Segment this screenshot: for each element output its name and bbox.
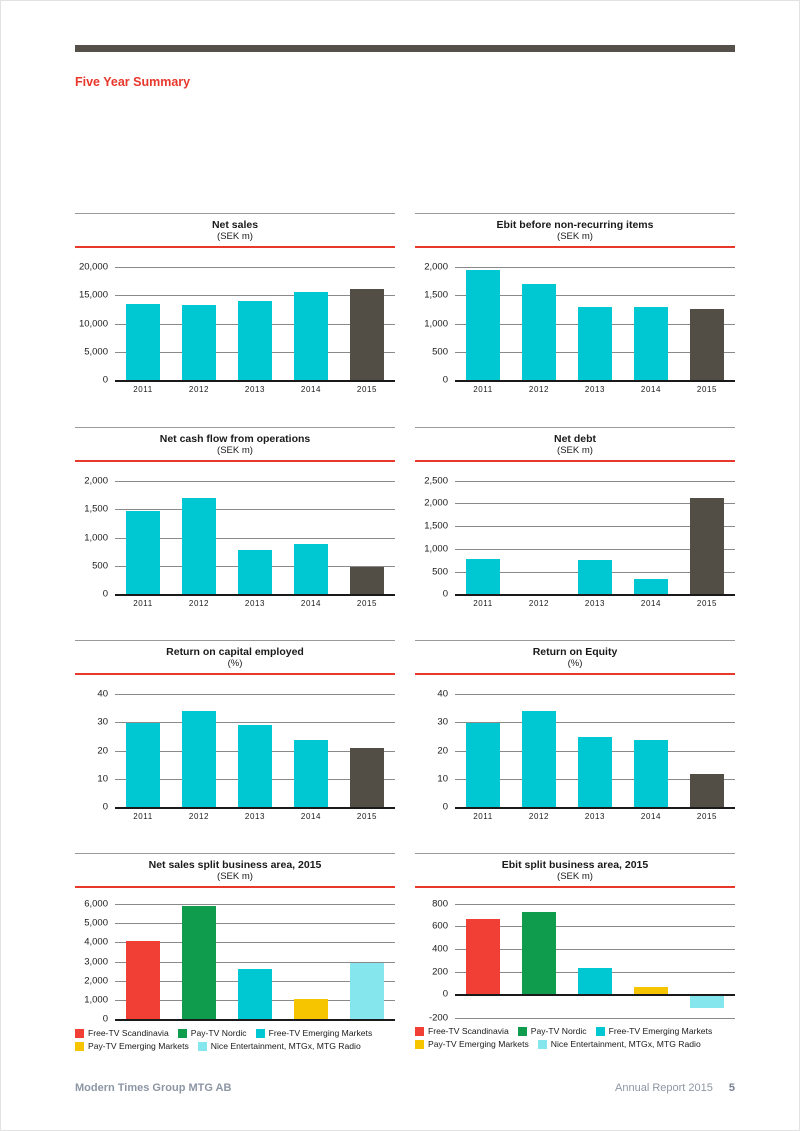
y-tick-label: 6,000 (84, 898, 108, 909)
x-tick-label: 2015 (356, 812, 378, 821)
x-tick-label: 2013 (244, 812, 266, 821)
bar-nice-entertainment-mtgx-mtg-radio (690, 995, 724, 1008)
x-axis-labels (455, 812, 735, 821)
bar-2011 (466, 270, 500, 381)
y-tick-label: 10 (97, 773, 108, 785)
y-tick-label: 1,000 (84, 994, 108, 1006)
legend-label: Pay-TV Emerging Markets (88, 1041, 189, 1051)
chart-subtitle: (%) (227, 658, 243, 669)
bar-2015 (690, 498, 724, 595)
bar-free-tv-emerging-markets (238, 969, 272, 1020)
x-tick-label: 2011 (473, 385, 493, 394)
x-tick-label: 2011 (133, 812, 153, 821)
x-tick-label: 2012 (528, 385, 550, 394)
footer-page-number: 5 (728, 1082, 735, 1094)
legend-item (178, 1028, 247, 1038)
x-tick-label: 2012 (188, 812, 210, 821)
y-tick-label: 20 (437, 745, 448, 756)
y-tick-label: 500 (432, 566, 448, 578)
zero-axis-line (102, 374, 395, 386)
gridline (437, 688, 735, 699)
x-tick-label: 2013 (584, 599, 606, 608)
legend-swatch (518, 1027, 527, 1036)
x-tick-label: 2015 (696, 599, 718, 608)
y-tick-label: 800 (432, 898, 448, 909)
y-tick-label: 30 (97, 716, 108, 728)
gridline (432, 898, 735, 909)
y-tick-label: 500 (432, 346, 448, 358)
legend-item (415, 1039, 529, 1049)
footer-report-title: Annual Report 2015 (615, 1082, 713, 1094)
y-tick-label: 600 (432, 920, 448, 932)
bar-2015 (690, 309, 724, 381)
chart-title: Net debt (554, 433, 596, 445)
zero-axis-line (442, 988, 735, 1000)
y-tick-label: 20 (97, 745, 108, 756)
y-tick-label: 15,000 (78, 289, 108, 301)
bar-pay-tv-nordic (182, 906, 216, 1020)
red-divider (415, 246, 735, 248)
bar-2012 (522, 711, 556, 808)
y-tick-label: 20,000 (78, 261, 108, 272)
plot-area (84, 898, 395, 1025)
zero-axis-line (442, 374, 735, 386)
y-tick-label: 40 (437, 688, 448, 699)
y-tick-label: 10 (437, 773, 448, 785)
x-tick-label: 2015 (696, 812, 718, 821)
x-tick-label: 2012 (528, 599, 550, 608)
y-tick-label: 5,000 (84, 917, 108, 929)
legend-item (198, 1041, 361, 1051)
y-tick-label: 400 (432, 943, 448, 955)
y-tick-label: 0 (102, 1013, 108, 1025)
bar-2011 (466, 559, 500, 595)
bar-2014 (294, 740, 328, 808)
legend-swatch (75, 1042, 84, 1051)
y-tick-label: 10,000 (78, 318, 108, 329)
bar-2014 (634, 307, 668, 381)
x-axis-labels (455, 385, 735, 394)
y-tick-label: 0 (442, 374, 448, 386)
chart-ebit-before-non-recurring (415, 213, 735, 394)
x-tick-label: 2014 (300, 385, 322, 394)
y-tick-label: 1,000 (424, 318, 448, 329)
bar-2015 (350, 748, 384, 808)
y-tick-label: 30 (437, 716, 448, 728)
legend-swatch (415, 1027, 424, 1036)
chart-title: Net sales (211, 219, 259, 231)
bar-2015 (690, 774, 724, 808)
legend-swatch (198, 1042, 207, 1051)
bar-2012 (182, 305, 216, 381)
y-tick-label: 5,000 (84, 346, 108, 358)
red-divider (75, 460, 395, 462)
chart-subtitle: (SEK m) (217, 231, 253, 242)
bar-pay-tv-emerging-markets (294, 999, 328, 1020)
x-tick-label: 2015 (356, 385, 378, 394)
chart-net-sales (75, 213, 395, 394)
y-tick-label: 2,000 (424, 261, 448, 272)
bar-2012 (182, 498, 216, 595)
legend-label: Free-TV Scandinavia (428, 1026, 509, 1036)
legend-swatch (415, 1040, 424, 1049)
legend-label: Pay-TV Nordic (190, 1028, 247, 1038)
gridline (428, 1012, 735, 1023)
y-tick-label: 4,000 (84, 936, 108, 948)
bar-2014 (294, 544, 328, 595)
x-axis-labels (115, 599, 395, 608)
y-tick-label: 2,000 (424, 497, 448, 509)
bar-2013 (238, 550, 272, 595)
legend-label: Free-TV Emerging Markets (608, 1026, 713, 1036)
y-tick-label: 1,500 (424, 520, 448, 532)
chart-header (415, 640, 735, 675)
red-divider (75, 886, 395, 888)
chart-header (75, 853, 395, 888)
x-tick-label: 2013 (584, 812, 606, 821)
bar-2015 (350, 289, 384, 381)
bar-2011 (126, 304, 160, 381)
chart-subtitle: (SEK m) (217, 445, 253, 456)
bar-2013 (578, 737, 612, 808)
bar-pay-tv-nordic (522, 912, 556, 995)
legend-item (538, 1039, 701, 1049)
x-tick-label: 2011 (133, 385, 153, 394)
bar-2011 (126, 723, 160, 809)
x-tick-label: 2012 (188, 385, 210, 394)
x-tick-label: 2014 (640, 599, 662, 608)
gridline (424, 261, 735, 272)
chart-ebit-split (415, 853, 735, 1049)
chart-header (75, 213, 395, 248)
y-tick-label: 0 (442, 801, 448, 813)
x-axis-labels (115, 812, 395, 821)
bar-2011 (126, 511, 160, 595)
bar-2013 (578, 560, 612, 595)
y-tick-label: 0 (102, 588, 108, 600)
chart-title: Net cash flow from operations (159, 433, 311, 445)
legend-item (596, 1026, 713, 1036)
legend-label: Free-TV Emerging Markets (268, 1028, 373, 1038)
x-tick-label: 2011 (473, 812, 493, 821)
chart-return-on-capital-employed (75, 640, 395, 821)
x-tick-label: 2013 (584, 385, 606, 394)
y-tick-label: 2,500 (424, 475, 448, 486)
plot-area (428, 898, 735, 1023)
legend-item (75, 1028, 169, 1038)
legend-label: Free-TV Scandinavia (88, 1028, 169, 1038)
legend-label: Nice Entertainment, MTGx, MTG Radio (550, 1039, 701, 1049)
x-tick-label: 2015 (696, 385, 718, 394)
x-tick-label: 2012 (528, 812, 550, 821)
plot-area (424, 261, 735, 386)
bar-free-tv-emerging-markets (578, 968, 612, 995)
legend-swatch (256, 1029, 265, 1038)
chart-subtitle: (SEK m) (557, 445, 593, 456)
bar-2013 (238, 725, 272, 808)
red-divider (415, 673, 735, 675)
x-tick-label: 2014 (640, 385, 662, 394)
y-tick-label: 3,000 (84, 956, 108, 967)
zero-axis-line (442, 801, 735, 813)
bar-2011 (466, 723, 500, 809)
y-tick-label: 0 (102, 374, 108, 386)
x-tick-label: 2015 (356, 599, 378, 608)
chart-title: Return on Equity (532, 646, 618, 658)
legend-item (75, 1041, 189, 1051)
plot-area (437, 688, 735, 813)
y-tick-label: 1,500 (424, 289, 448, 301)
legend-label: Pay-TV Nordic (530, 1026, 587, 1036)
gridline (78, 261, 395, 272)
x-tick-label: 2012 (188, 599, 210, 608)
plot-area (84, 475, 395, 600)
bar-2012 (522, 284, 556, 381)
chart-header (415, 213, 735, 248)
legend-swatch (178, 1029, 187, 1038)
y-tick-label: 40 (97, 688, 108, 699)
y-tick-label: 2,000 (84, 475, 108, 486)
bar-2015 (350, 567, 384, 596)
red-divider (75, 673, 395, 675)
bar-2014 (634, 579, 668, 595)
red-divider (415, 886, 735, 888)
x-tick-label: 2011 (133, 599, 153, 608)
zero-axis-line (442, 588, 735, 600)
legend-item (415, 1026, 509, 1036)
zero-axis-line (102, 588, 395, 600)
chart-subtitle: (SEK m) (557, 871, 593, 882)
legend-label: Pay-TV Emerging Markets (428, 1039, 529, 1049)
y-tick-label: 1,500 (84, 503, 108, 515)
chart-subtitle: (SEK m) (557, 231, 593, 242)
legend-item (256, 1028, 373, 1038)
y-tick-label: 1,000 (424, 543, 448, 555)
bar-2014 (294, 292, 328, 381)
chart-net-sales-split (75, 853, 395, 1051)
chart-title: Net sales split business area, 2015 (148, 859, 322, 871)
x-axis-labels (455, 599, 735, 608)
chart-legend (75, 1028, 395, 1051)
zero-axis-line (102, 1013, 395, 1025)
legend-item (518, 1026, 587, 1036)
page-title: Five Year Summary (75, 75, 191, 90)
legend-label: Nice Entertainment, MTGx, MTG Radio (210, 1041, 361, 1051)
top-accent-bar (75, 45, 735, 52)
x-axis-labels (115, 385, 395, 394)
x-tick-label: 2014 (640, 812, 662, 821)
gridline (84, 898, 395, 909)
gridline (97, 688, 395, 699)
chart-legend (415, 1026, 735, 1049)
gridline (424, 475, 735, 486)
chart-net-cash-flow (75, 427, 395, 608)
chart-title: Ebit split business area, 2015 (501, 859, 649, 871)
bar-free-tv-scandinavia (126, 941, 160, 1020)
chart-subtitle: (SEK m) (217, 871, 253, 882)
gridline (84, 917, 395, 929)
footer-company-name: Modern Times Group MTG AB (75, 1082, 232, 1094)
plot-area (97, 688, 395, 813)
chart-header (75, 427, 395, 462)
bar-2012 (182, 711, 216, 808)
x-tick-label: 2014 (300, 599, 322, 608)
chart-header (75, 640, 395, 675)
chart-header (415, 853, 735, 888)
y-tick-label: -200 (428, 1012, 448, 1023)
bar-2014 (634, 740, 668, 808)
bar-2013 (238, 301, 272, 381)
bar-free-tv-scandinavia (466, 919, 500, 995)
y-tick-label: 200 (432, 966, 448, 978)
y-tick-label: 0 (102, 801, 108, 813)
legend-swatch (75, 1029, 84, 1038)
y-tick-label: 500 (92, 560, 108, 572)
gridline (84, 475, 395, 486)
x-tick-label: 2014 (300, 812, 322, 821)
red-divider (75, 246, 395, 248)
chart-return-on-equity (415, 640, 735, 821)
zero-axis-line (102, 801, 395, 813)
chart-subtitle: (%) (567, 658, 583, 669)
legend-swatch (596, 1027, 605, 1036)
bar-nice-entertainment-mtgx-mtg-radio (350, 963, 384, 1020)
chart-title: Ebit before non-recurring items (496, 219, 654, 231)
y-tick-label: 2,000 (84, 975, 108, 987)
x-tick-label: 2011 (473, 599, 493, 608)
y-tick-label: 0 (442, 588, 448, 600)
x-tick-label: 2013 (244, 599, 266, 608)
chart-title: Return on capital employed (166, 646, 304, 658)
legend-swatch (538, 1040, 547, 1049)
bar-2013 (578, 307, 612, 381)
x-tick-label: 2013 (244, 385, 266, 394)
red-divider (415, 460, 735, 462)
chart-net-debt (415, 427, 735, 608)
y-tick-label: 0 (442, 988, 448, 1000)
page-footer (75, 1082, 735, 1094)
plot-area (424, 475, 735, 600)
plot-area (78, 261, 395, 386)
chart-header (415, 427, 735, 462)
y-tick-label: 1,000 (84, 532, 108, 543)
